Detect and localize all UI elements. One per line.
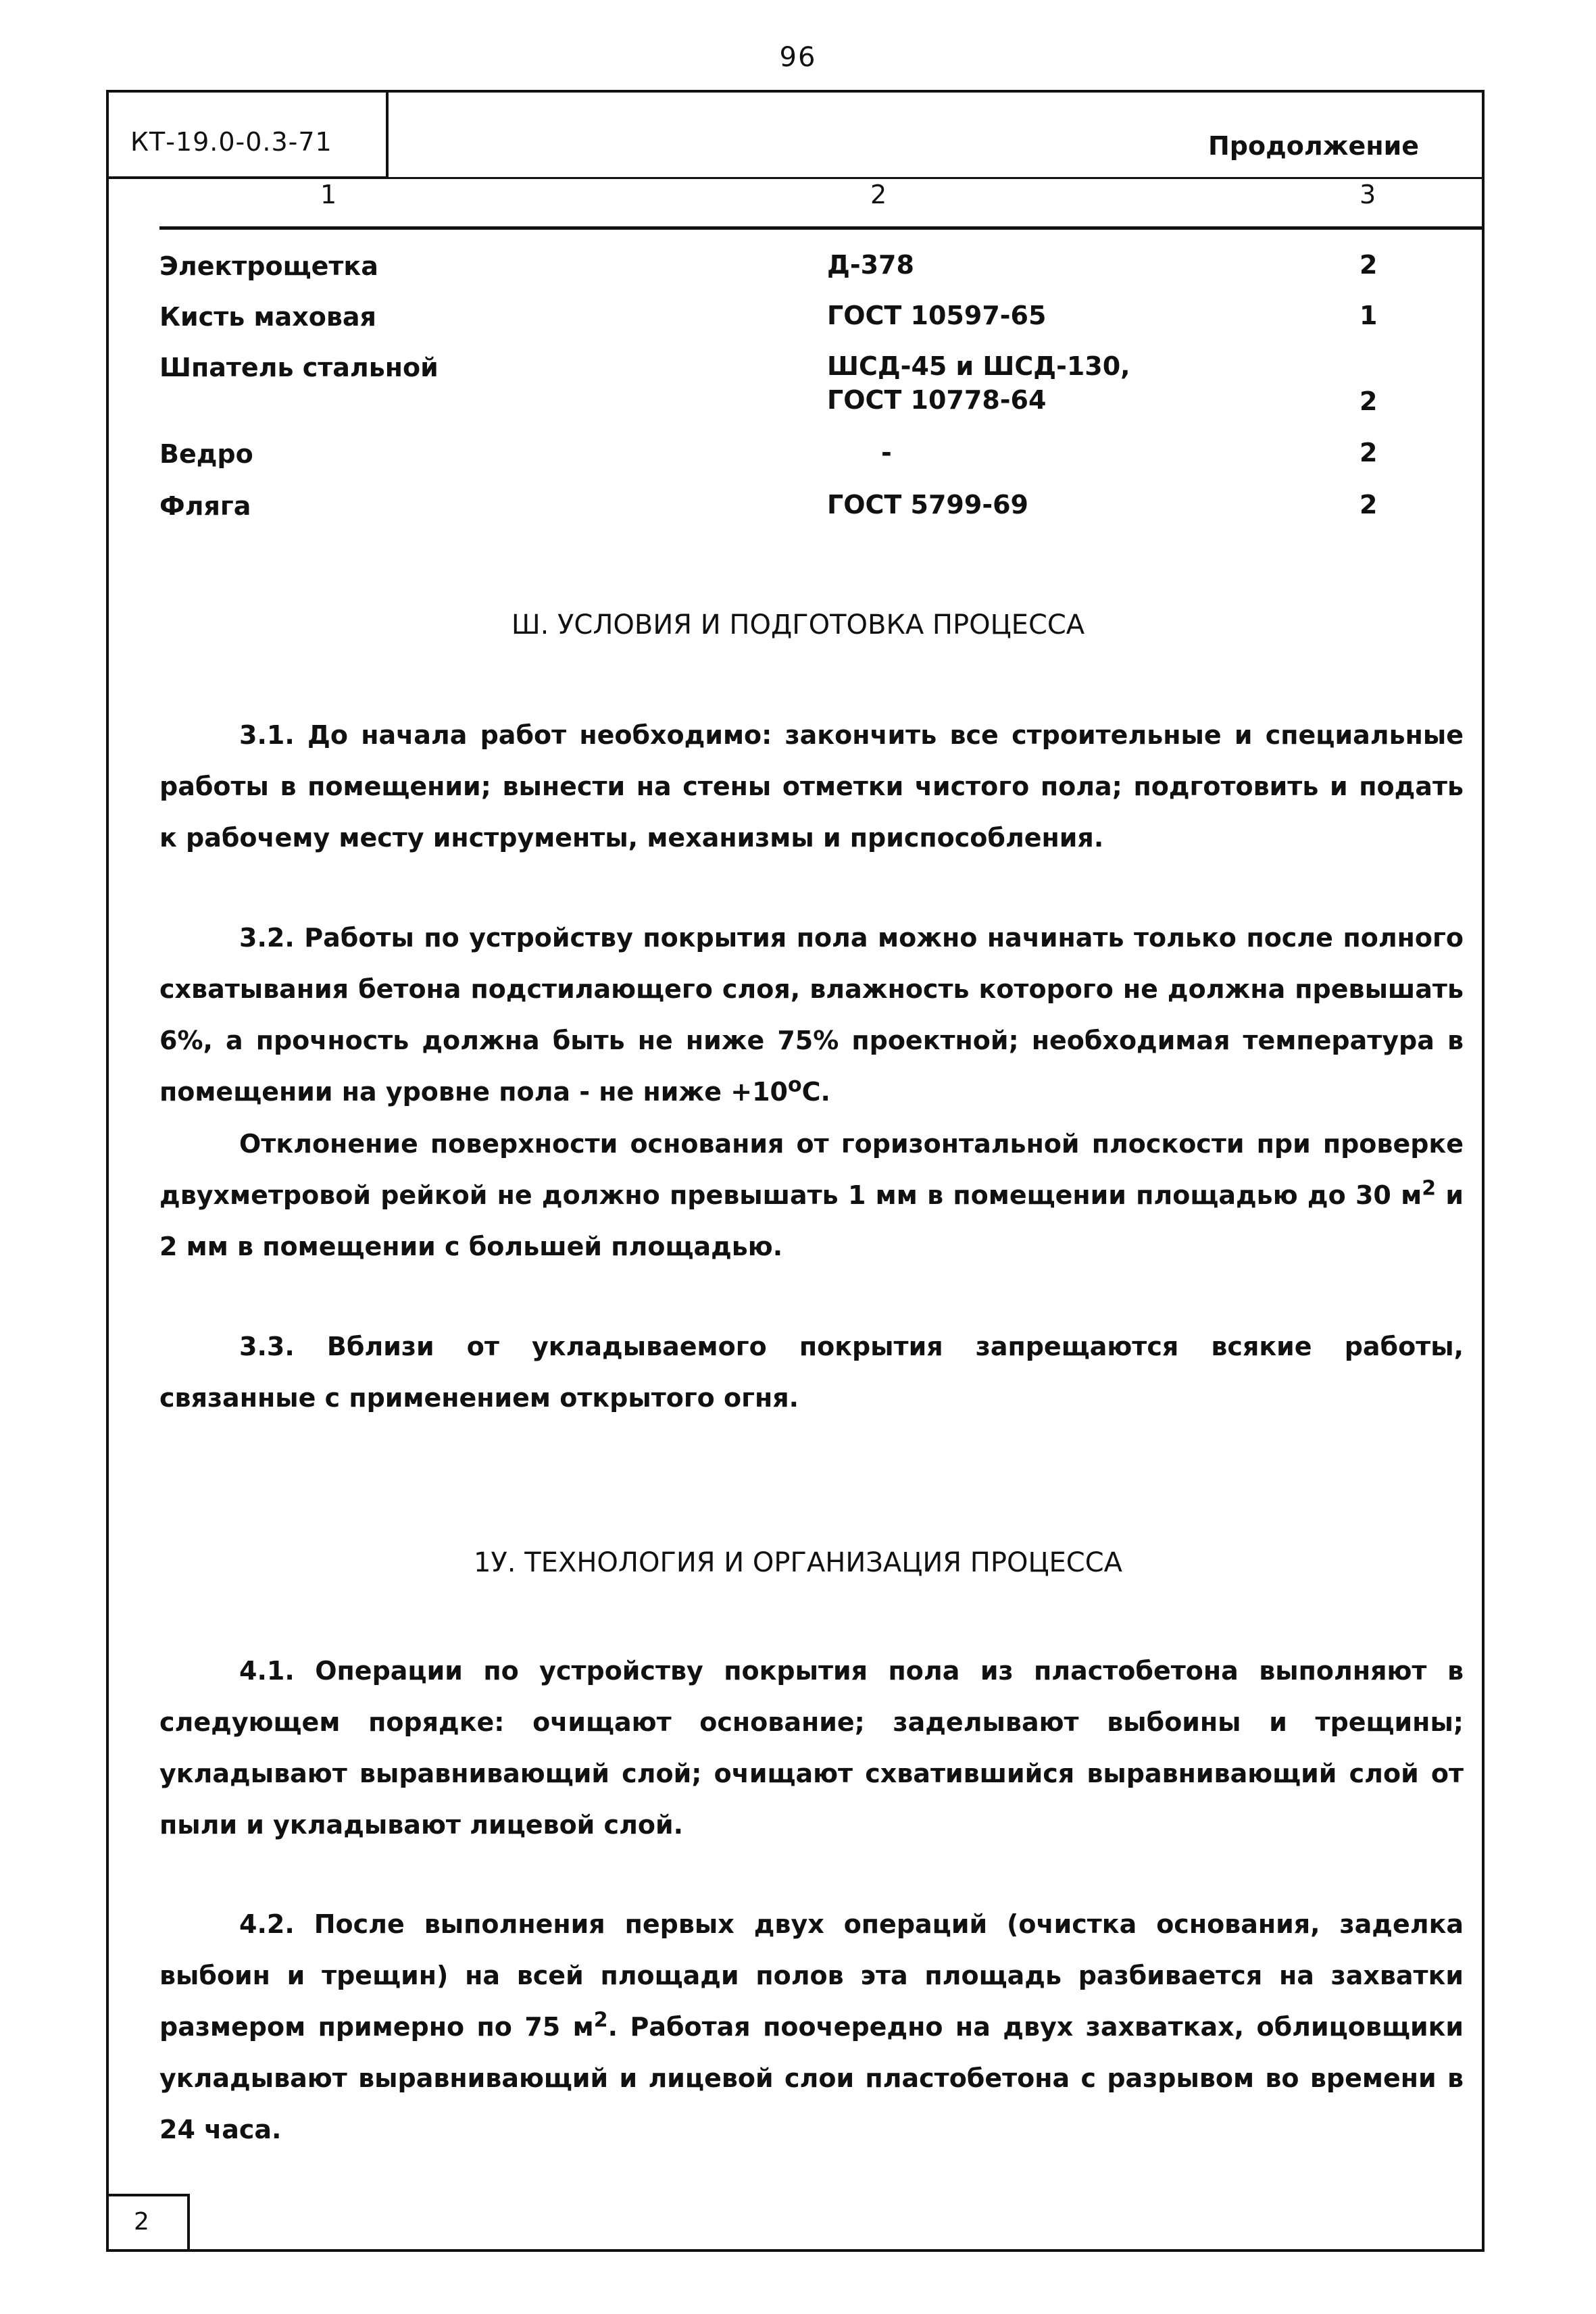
paragraph-text-tail: С. [801,1077,830,1107]
table-row-ref-cont: ГОСТ 10778-64 [827,385,1047,415]
column-header-2: 2 [870,180,887,209]
paragraph-text: Операции по устройству покрытия пола из пластобетона выполняют в следующем порядке: очищают основание; заделывают выбоины и трещины; укладывают выравнивающий слой; очищают схватившийся выравнивающий слой от пыли и укладывают лицевой слой. [159,1656,1464,1840]
paragraph-3-2-continued [159,1118,1464,1272]
paragraph-text: До начала работ необходимо: закончить все строительные и специальные работы в помещении; вынести на стены отметки чистого пола; подготовить и подать к рабочему месту инструменты, механизмы и приспособления. [159,720,1464,853]
paragraph-text: Отклонение поверхности основания от горизонтальной плоскости при проверке двухметровой рейкой не должно превышать 1 мм в помещении площадью до 30 м [159,1129,1464,1210]
table-row-qty: 2 [1360,490,1378,520]
table-row-name: Электрощетка [159,251,378,281]
column-header-3: 3 [1360,180,1376,209]
table-row-name: Ведро [159,439,253,469]
document-code: КТ-19.0-0.3-71 [130,127,332,157]
paragraph-text: Работы по устройству покрытия пола можно начинать только после полного схватывания бетона подстилающего слоя, влажность которого не должна превышать 6%, а прочность должна быть не ниже 75% проектной; необходимая температура в помещении на уровне пола - не ниже +10 [159,923,1464,1107]
column-header-1: 1 [320,180,337,209]
paragraph-4-2 [159,1898,1464,2155]
table-row-qty: 1 [1360,301,1378,330]
continuation-label: Продолжение [1208,131,1419,161]
area-superscript: 2 [1422,1176,1437,1201]
table-row-ref: ГОСТ 5799-69 [827,490,1028,520]
section-4-heading: 1У. ТЕХНОЛОГИЯ И ОРГАНИЗАЦИЯ ПРОЦЕССА [473,1547,1123,1578]
paragraph-4-1 [159,1645,1464,1851]
paragraph-number: 4.2. [239,1909,295,1939]
degree-superscript: о [787,1073,802,1097]
table-row-ref: ГОСТ 10597-65 [827,301,1047,330]
table-row-name: Кисть маховая [159,302,376,332]
sheet-number: 2 [134,2208,149,2236]
paragraph-text-tail: . Работая поочередно на двух захватках, облицовщики укладывают выравнивающий и лицевой слои пластобетона с разрывом во времени в 24 часа. [159,2012,1464,2144]
paragraph-number: 4.1. [239,1656,295,1686]
paragraph-text: После выполнения первых двух операций (очистка основания, заделка выбоин и трещин) на всей площади полов эта площадь разбивается на захватки размером примерно по 75 м [159,1909,1464,2042]
table-row-ref: Д-378 [827,250,914,280]
table-row-qty: 2 [1360,438,1378,468]
table-row-name: Шпатель стальной [159,353,439,382]
paragraph-3-3 [159,1321,1464,1424]
table-header-rule [159,226,1485,230]
paragraph-text-tail: и 2 мм в помещении с большей площадью. [159,1180,1464,1261]
header-rule [389,177,1485,179]
paragraph-3-2 [159,912,1464,1117]
table-row-ref: ШСД-45 и ШСД-130, [827,351,1130,381]
table-row-qty: 2 [1360,386,1378,416]
area-superscript: 2 [593,2008,608,2032]
table-row-name: Фляга [159,491,251,521]
paragraph-text: Вблизи от укладываемого покрытия запрещаются всякие работы, связанные с применением открытого огня. [159,1332,1464,1413]
table-row-ref: - [881,438,892,468]
table-row-qty: 2 [1360,250,1378,280]
paragraph-number: 3.1. [239,720,295,750]
paragraph-number: 3.3. [239,1332,295,1361]
section-3-heading: Ш. УСЛОВИЯ И ПОДГОТОВКА ПРОЦЕССА [511,609,1085,640]
paragraph-number: 3.2. [239,923,295,953]
page-number: 96 [779,42,817,73]
paragraph-3-1 [159,709,1464,863]
